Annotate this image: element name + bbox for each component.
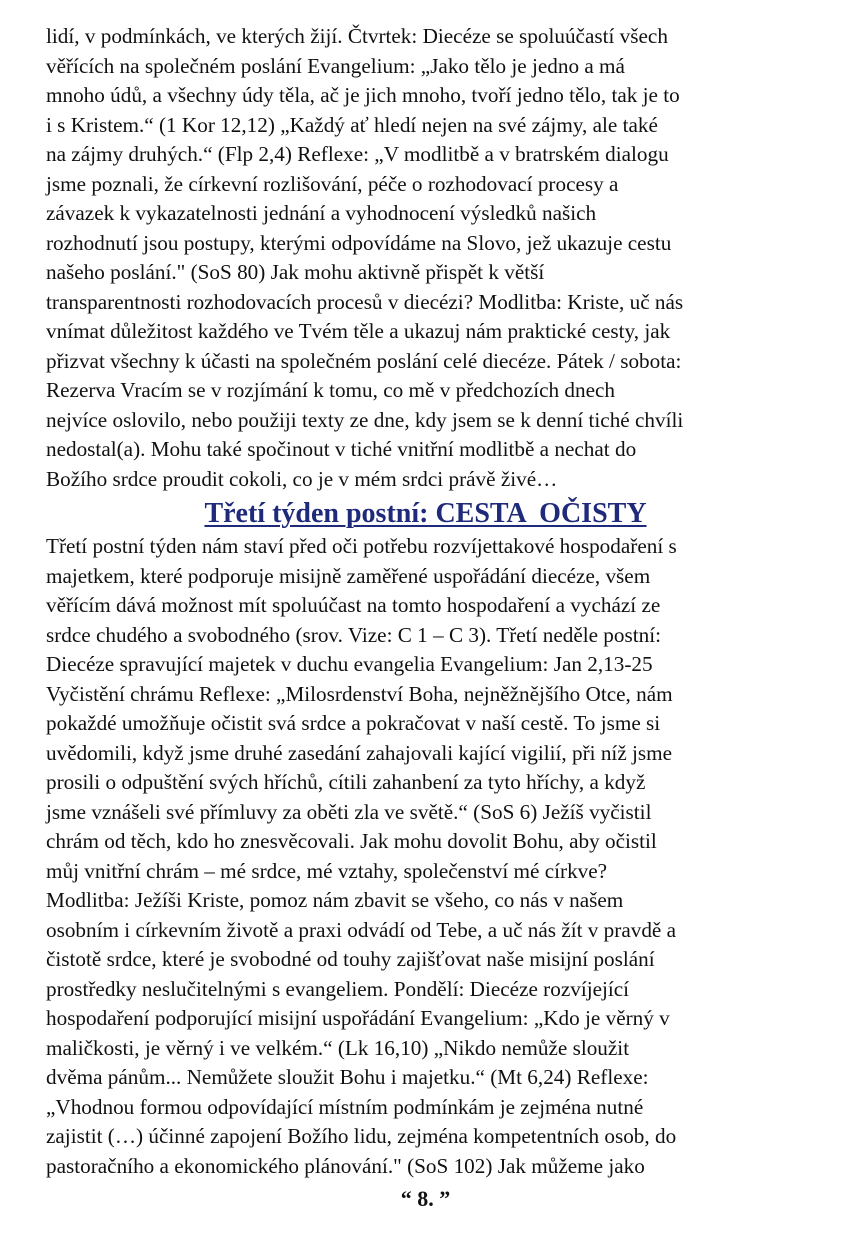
text-line: osobním i církevním životě a praxi odvádí od Tebe, a uč nás žít v pravdě a bbox=[46, 917, 677, 942]
text-line: maličkosti, je věrný i ve velkém.“ (Lk 16,10) „Nikdo nemůže sloužit bbox=[46, 1035, 630, 1060]
text-line: dvěma pánům... Nemůžete sloužit Bohu i majetku.“ (Mt 6,24) Reflexe: bbox=[46, 1065, 649, 1089]
text-line: Božího srdce proudit cokoli, co je v mém srdci právě živé… bbox=[46, 466, 558, 491]
text-line: chrám od těch, kdo ho znesvěcovali. Jak mohu dovolit Bohu, aby očistil bbox=[46, 829, 657, 853]
text-line: zajistit (…) účinné zapojení Božího lidu, zejména kompetentních osob, do bbox=[46, 1124, 677, 1148]
text-line: můj vnitřní chrám – mé srdce, mé vztahy, společenství mé církve? bbox=[46, 858, 608, 883]
text-line: majetkem, které podporuje misijně zaměřené uspořádání diecéze, všem bbox=[46, 563, 651, 588]
text-line: jsme poznali, že církevní rozlišování, péče o rozhodovací procesy a bbox=[46, 171, 619, 196]
text-line: věřícím dává možnost mít spoluúčast na tomto hospodaření a vychází ze bbox=[46, 593, 661, 617]
body-paragraph bbox=[46, 532, 806, 1181]
text-line: lidí, v podmínkách, ve kterých žijí. Čtvrtek: Diecéze se spoluúčastí všech bbox=[46, 24, 668, 48]
text-line: srdce chudého a svobodného (srov. Vize: C 1 – C 3). Třetí neděle postní: bbox=[46, 622, 661, 647]
text-line: pokaždé umožňuje očistit svá srdce a pokračovat v naší cestě. To jsme si bbox=[46, 711, 661, 735]
text-line: nedostal(a). Mohu také spočinout v tiché vnitřní modlitbě a nechat do bbox=[46, 437, 637, 461]
text-line: našeho poslání." (SoS 80) Jak mohu aktivně přispět k větší bbox=[46, 260, 545, 284]
text-line: věřících na společném poslání Evangelium: „Jako tělo je jedno a má bbox=[46, 53, 625, 78]
text-line: čistotě srdce, které je svobodné od touhy zajišťovat naše misijní poslání bbox=[46, 947, 655, 971]
text-line: prosili o odpuštění svých hříchů, cítili zahanbení za tyto hříchy, a když bbox=[46, 770, 646, 794]
text-line: pastoračního a ekonomického plánování." (SoS 102) Jak můžeme jako bbox=[46, 1153, 645, 1178]
text-line: Rezerva Vracím se v rozjímání k tomu, co mě v předchozích dnech bbox=[46, 378, 616, 402]
text-line: „Vhodnou formou odpovídající místním podmínkám je zejména nutné bbox=[46, 1094, 644, 1119]
text-line: jsme vznášeli své přímluvy za oběti zla ve světě.“ (SoS 6) Ježíš vyčistil bbox=[46, 799, 652, 824]
text-line: rozhodnutí jsou postupy, kterými odpovídáme na Slovo, jež ukazuje cestu bbox=[46, 230, 672, 255]
text-line: přizvat všechny k účasti na společném poslání celé diecéze. Pátek / sobota: bbox=[46, 348, 682, 373]
text-line: nejvíce oslovilo, nebo použiji texty ze dne, kdy jsem se k denní tiché chvíli bbox=[46, 407, 684, 432]
text-line: Diecéze spravující majetek v duchu evangelia Evangelium: Jan 2,13-25 bbox=[46, 652, 653, 676]
text-line: uvědomili, když jsme druhé zasedání zahajovali kající vigilií, při níž jsme bbox=[46, 740, 673, 765]
page-number: “ 8. ” bbox=[400, 1186, 451, 1211]
text-line: prostředky neslučitelnými s evangeliem. Pondělí: Diecéze rozvíjející bbox=[46, 976, 630, 1001]
text-line: Třetí postní týden nám staví před oči potřebu rozvíjettakové hospodaření s bbox=[46, 534, 677, 558]
text-line: i s Kristem.“ (1 Kor 12,12) „Každý ať hledí nejen na své zájmy, ale také bbox=[46, 112, 658, 137]
section-heading-text: Třetí týden postní: CESTA OČISTY bbox=[204, 498, 647, 529]
text-line: transparentnosti rozhodovacích procesů v diecézi? Modlitba: Kriste, uč nás bbox=[46, 289, 684, 314]
text-line: Vyčistění chrámu Reflexe: „Milosrdenství Boha, nejněžnějšího Otce, nám bbox=[46, 681, 673, 706]
section-heading bbox=[0, 496, 851, 532]
text-line: hospodaření podporující misijní uspořádání Evangelium: „Kdo je věrný v bbox=[46, 1006, 670, 1030]
text-line: závazek k vykazatelnosti jednání a vyhodnocení výsledků našich bbox=[46, 201, 597, 225]
text-line: vnímat důležitost každého ve Tvém těle a ukazuj nám praktické cesty, jak bbox=[46, 319, 671, 343]
text-line: mnoho údů, a všechny údy těla, ač je jich mnoho, tvoří jedno tělo, tak je to bbox=[46, 83, 680, 107]
text-line: Modlitba: Ježíši Kriste, pomoz nám zbavit se všeho, co nás v našem bbox=[46, 888, 624, 912]
text-line: na zájmy druhých.“ (Flp 2,4) Reflexe: „V modlitbě a v bratrském dialogu bbox=[46, 142, 669, 166]
top-paragraph bbox=[46, 22, 806, 494]
